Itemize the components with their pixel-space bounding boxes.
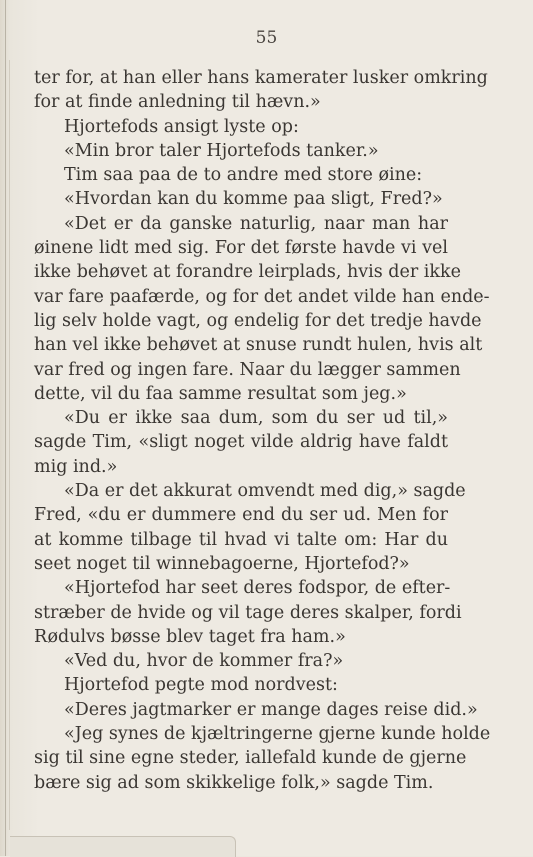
text-line: «Min bror taler Hjortefods tanker.» xyxy=(64,140,379,161)
text-line: seet noget til winnebagoerne, Hjortefod?» xyxy=(34,553,410,574)
text-line: Hjortefods ansigt lyste op: xyxy=(64,116,299,137)
text-line: stræber de hvide og vil tage deres skalper, fordi xyxy=(34,602,462,623)
text-line: Fred, «du er dummere end du ser ud. Men for xyxy=(34,505,448,526)
text-line: «Hjortefod har seet deres fodspor, de efter- xyxy=(64,578,451,599)
paragraph xyxy=(34,163,448,187)
text-line: sig til sine egne steder, iallefald kunde de gjerne xyxy=(34,748,467,769)
paragraph xyxy=(34,187,448,211)
text-line: sagde Tim, «sligt noget vilde aldrig have faldt xyxy=(34,432,448,453)
text-line: at komme tilbage til hvad vi talte om: Har du xyxy=(34,529,448,550)
text-line: Tim saa paa de to andre med store øine: xyxy=(64,165,423,186)
text-line: ikke behøvet at forandre leirplads, hvis der ikke xyxy=(34,262,461,283)
text-line: bære sig ad som skikkelige folk,» sagde Tim. xyxy=(34,772,434,793)
paragraph xyxy=(34,576,462,649)
paragraph xyxy=(34,698,478,722)
paragraph xyxy=(34,139,448,163)
bottom-paper-edge xyxy=(10,836,236,857)
page-edge-line xyxy=(5,0,6,856)
paragraph xyxy=(34,722,491,795)
text-line: mig ind.» xyxy=(34,456,118,477)
page-edge-shadow xyxy=(9,60,10,830)
text-line: ter for, at han eller hans kamerater lusker omkring xyxy=(34,68,488,88)
text-line: lig selv holde vagt, og endelig for det tredje havde xyxy=(34,310,482,331)
text-line: «Da er det akkurat omvendt med dig,» sagde xyxy=(64,481,466,502)
text-line: «Deres jagtmarker er mange dages reise did.» xyxy=(64,699,478,720)
paragraph xyxy=(34,66,488,115)
text-line: for at finde anledning til hævn.» xyxy=(34,92,321,113)
paragraph xyxy=(34,212,490,406)
text-line: var fred og ingen fare. Naar du lægger sammen xyxy=(34,359,461,380)
text-line: var fare paafærde, og for det andet vilde han ende- xyxy=(34,286,490,307)
text-line: dette, vil du faa samme resultat som jeg.» xyxy=(34,383,407,404)
paragraph xyxy=(34,479,466,576)
text-line: «Ved du, hvor de kommer fra?» xyxy=(64,651,344,672)
text-line: Hjortefod pegte mod nordvest: xyxy=(64,675,338,696)
text-line: han vel ikke behøvet at snuse rundt hulen, hvis alt xyxy=(34,335,483,356)
paragraph xyxy=(34,673,448,697)
paragraph xyxy=(34,115,448,139)
text-line: «Du er ikke saa dum, som du ser ud til,» xyxy=(64,408,448,429)
body-text xyxy=(34,66,491,795)
page-number: 55 xyxy=(255,28,278,48)
text-line: «Jeg synes de kjæltringerne gjerne kunde holde xyxy=(64,724,491,745)
text-line: «Hvordan kan du komme paa sligt, Fred?» xyxy=(64,189,443,210)
text-line: «Det er da ganske naturlig, naar man har xyxy=(64,213,448,234)
paragraph xyxy=(34,649,448,673)
text-line: Rødulvs bøsse blev taget fra ham.» xyxy=(34,626,346,647)
paragraph xyxy=(34,406,448,479)
text-line: øinene lidt med sig. For det første havde vi vel xyxy=(34,238,448,259)
